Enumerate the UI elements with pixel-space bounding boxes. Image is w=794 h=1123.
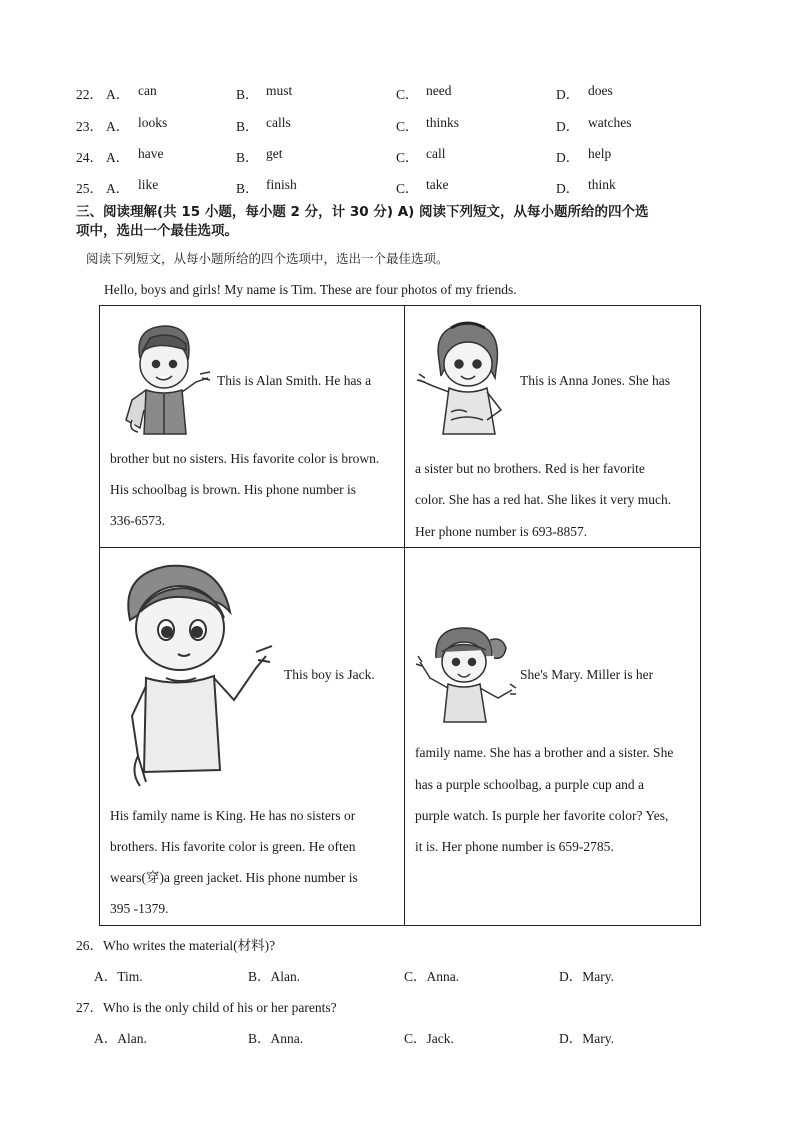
question-24 <box>76 146 756 166</box>
option-a: A．Tim. <box>94 969 143 984</box>
option-b-letter: B． <box>236 119 259 134</box>
section-heading <box>76 203 726 241</box>
boy-jack-illustration <box>116 560 276 792</box>
mary-text-line4: purple watch. Is purple her favorite color? Yes, <box>415 808 669 823</box>
question-27-stem: 27．Who is the only child of his or her parents? <box>76 1000 337 1015</box>
question-25 <box>76 177 756 197</box>
option-a-text: looks <box>138 115 168 130</box>
question-number: 24． <box>76 150 103 165</box>
option-c-letter: C． <box>396 181 419 196</box>
question-number: 25． <box>76 181 103 196</box>
boy-alan-illustration <box>112 316 212 442</box>
question-26-stem: 26．Who writes the material(材料)? <box>76 938 276 953</box>
section-heading-line1: 三、阅读理解(共 15 小题，每小题 2 分，计 30 分) A) 阅读下列短文，从每小题所给的四个选 <box>76 204 649 220</box>
girl-anna-illustration <box>415 316 517 444</box>
option-d-text: watches <box>588 115 632 130</box>
option-d-letter: D． <box>556 181 580 196</box>
option-b-text: calls <box>266 115 291 130</box>
option-c-text: call <box>426 146 446 161</box>
option-c-letter: C． <box>396 150 419 165</box>
anna-text-line1: This is Anna Jones. She has <box>520 373 670 388</box>
option-a-letter: A． <box>106 87 130 102</box>
jack-text-line2: His family name is King. He has no sisters or <box>110 808 356 823</box>
alan-text-line1: This is Alan Smith. He has a <box>217 373 372 388</box>
option-b-letter: B． <box>236 87 259 102</box>
option-d: D．Mary. <box>559 969 614 984</box>
option-b: B．Anna. <box>248 1031 304 1046</box>
question-23 <box>76 115 756 135</box>
jack-text-line4: wears(穿)a green jacket. His phone number is <box>110 870 358 885</box>
option-b-letter: B． <box>236 181 259 196</box>
table-divider-horizontal <box>99 547 700 548</box>
option-a-text: have <box>138 146 164 161</box>
anna-text-line3: color. She has a red hat. She likes it very much. <box>415 492 672 507</box>
anna-text-line2: a sister but no brothers. Red is her favorite <box>415 461 645 476</box>
jack-text-line1: This boy is Jack. <box>284 667 375 682</box>
option-d-text: help <box>588 146 612 161</box>
question-26-options <box>94 965 774 985</box>
option-a: A．Alan. <box>94 1031 147 1046</box>
option-d-letter: D． <box>556 150 580 165</box>
question-27-options <box>94 1027 774 1047</box>
table-divider-vertical <box>404 305 405 925</box>
option-d-text: does <box>588 83 613 98</box>
question-22 <box>76 83 756 103</box>
option-b: B．Alan. <box>248 969 301 984</box>
passage-intro: Hello, boys and girls! My name is Tim. These are four photos of my friends. <box>104 282 517 297</box>
anna-text-line4: Her phone number is 693-8857. <box>415 524 588 539</box>
option-b-text: finish <box>266 177 297 192</box>
option-d-letter: D． <box>556 119 580 134</box>
option-d-letter: D． <box>556 87 580 102</box>
option-c-text: need <box>426 83 452 98</box>
option-b-text: must <box>266 83 293 98</box>
jack-text-line5: 395 -1379. <box>110 901 169 916</box>
option-a-letter: A． <box>106 150 130 165</box>
option-b-letter: B． <box>236 150 259 165</box>
alan-text-line4: 336-6573. <box>110 513 166 528</box>
option-a-text: like <box>138 177 159 192</box>
mary-text-line3: has a purple schoolbag, a purple cup and a <box>415 777 645 792</box>
option-b-text: get <box>266 146 283 161</box>
girl-mary-illustration <box>414 622 518 730</box>
reading-instruction: 阅读下列短文，从每小题所给的四个选项中，选出一个最佳选项。 <box>86 251 449 266</box>
mary-text-line5: it is. Her phone number is 659-2785. <box>415 839 614 854</box>
option-c-letter: C． <box>396 87 419 102</box>
option-c-text: thinks <box>426 115 460 130</box>
mary-text-line1: She's Mary. Miller is her <box>520 667 654 682</box>
option-d: D．Mary. <box>559 1031 614 1046</box>
mary-text-line2: family name. She has a brother and a sister. She <box>415 745 674 760</box>
option-c-text: take <box>426 177 449 192</box>
question-number: 22． <box>76 87 103 102</box>
alan-text-line2: brother but no sisters. His favorite color is brown. <box>110 451 380 466</box>
alan-text-line3: His schoolbag is brown. His phone number is <box>110 482 356 497</box>
option-a-text: can <box>138 83 157 98</box>
option-c: C．Anna. <box>404 969 460 984</box>
option-a-letter: A． <box>106 181 130 196</box>
section-heading-line2: 项中，选出一个最佳选项。 <box>76 223 238 239</box>
question-number: 23． <box>76 119 103 134</box>
option-c: C．Jack. <box>404 1031 454 1046</box>
option-c-letter: C． <box>396 119 419 134</box>
option-d-text: think <box>588 177 616 192</box>
option-a-letter: A． <box>106 119 130 134</box>
jack-text-line3: brothers. His favorite color is green. He often <box>110 839 356 854</box>
